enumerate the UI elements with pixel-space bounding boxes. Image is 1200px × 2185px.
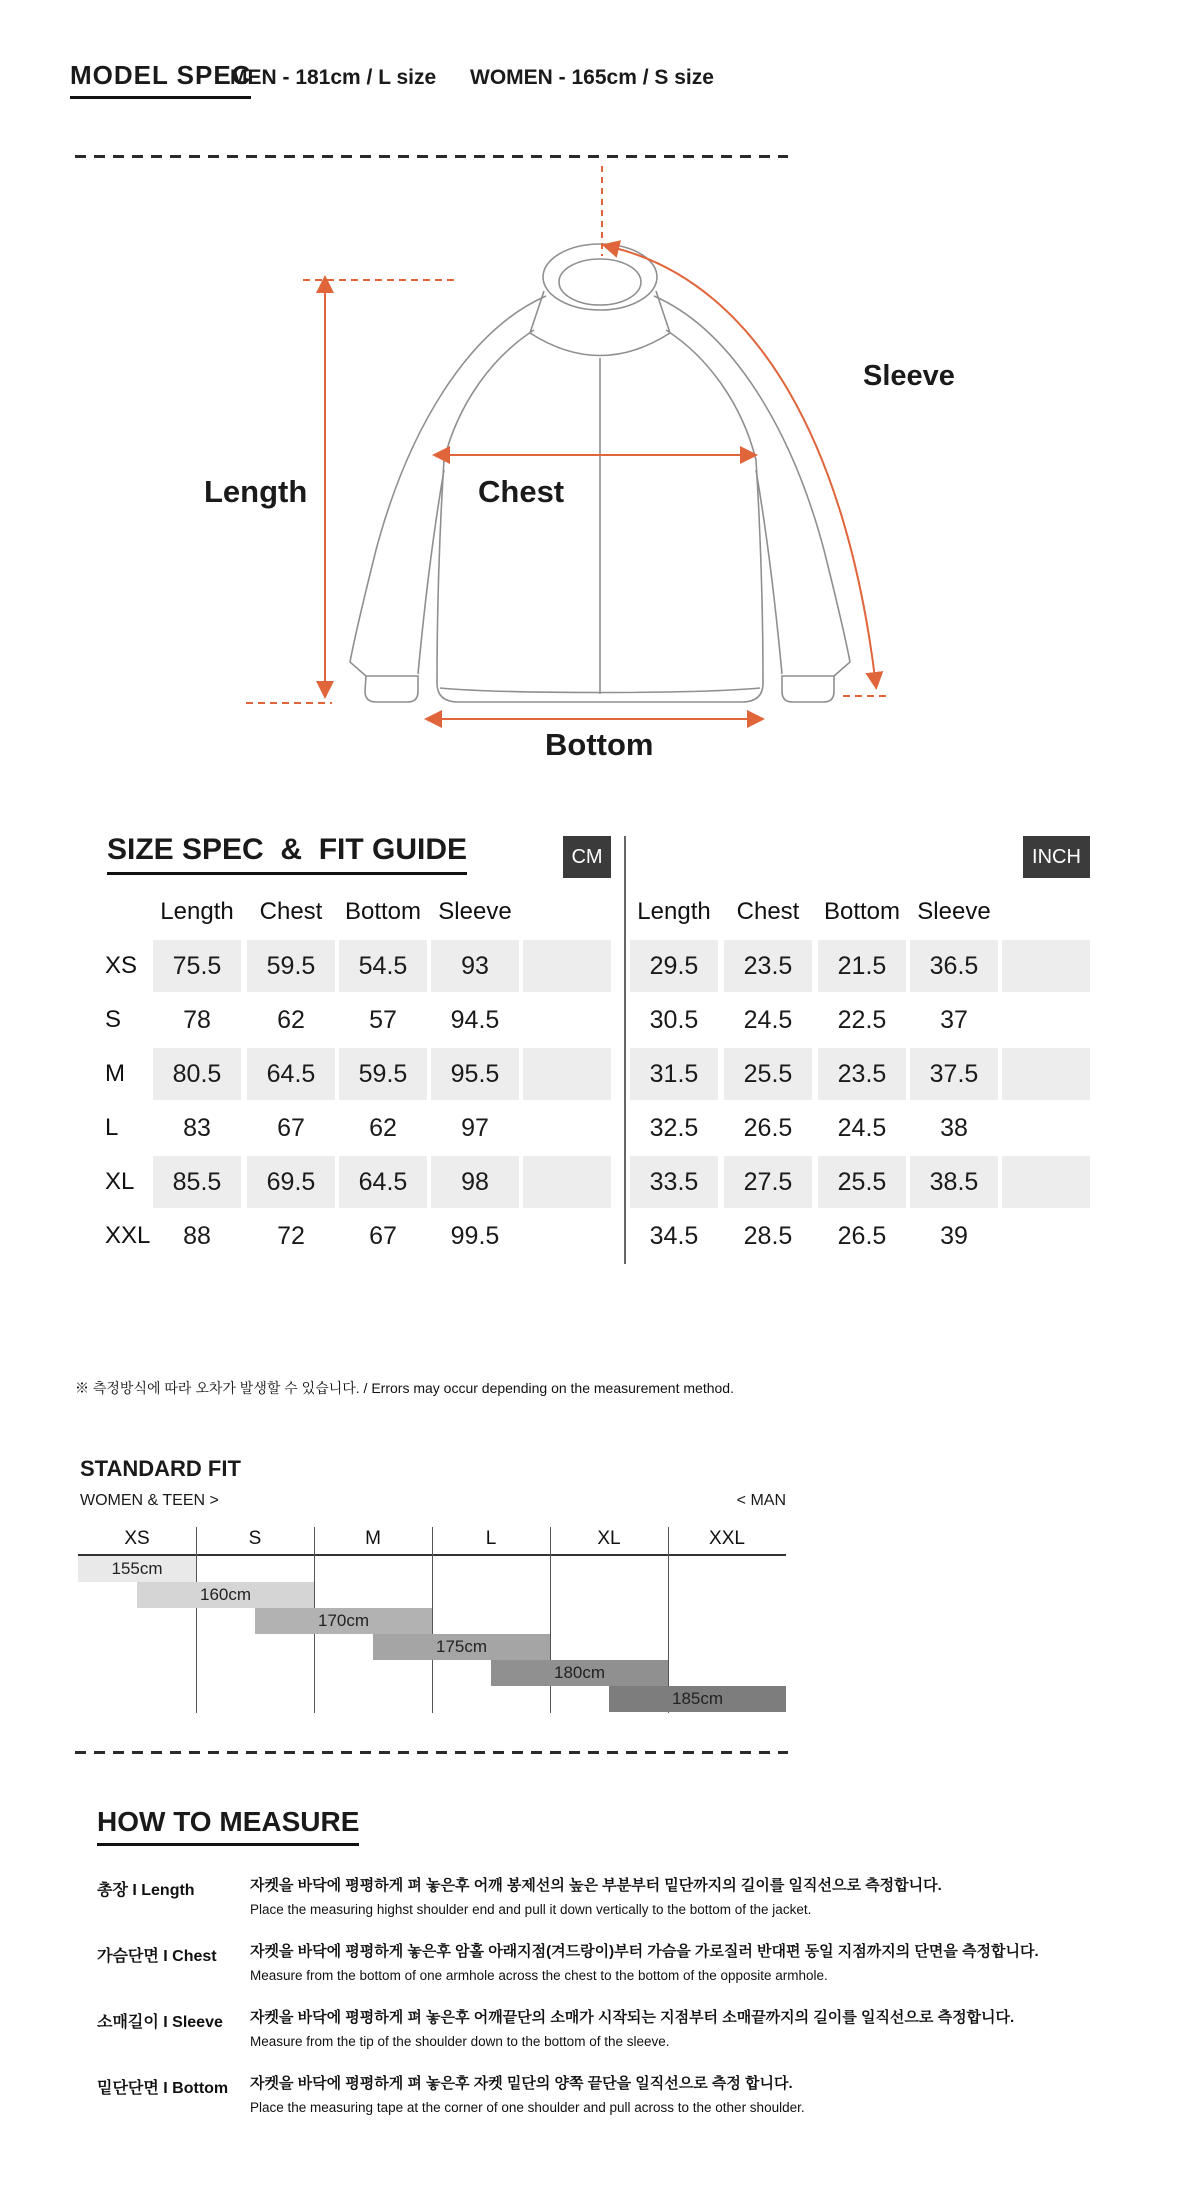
size-spec-title: SIZE SPEC & FIT GUIDE <box>107 833 467 875</box>
fit-height-bar: 175cm <box>373 1634 550 1660</box>
table-row <box>630 1209 1100 1263</box>
size-cell: 67 <box>277 1114 305 1142</box>
size-cell <box>1002 1156 1090 1208</box>
size-cell: 25.5 <box>818 1156 906 1208</box>
fit-height-bar: 185cm <box>609 1686 786 1712</box>
measure-row-korean: 자켓을 바닥에 평평하게 펴 놓은후 자켓 밑단의 양쪽 끝단을 일직선으로 측정 합니다. <box>250 2075 793 2092</box>
size-cell: 38 <box>940 1114 968 1142</box>
measure-row-english: Measure from the tip of the shoulder down to the bottom of the sleeve. <box>250 2034 670 2049</box>
size-row-label: XL <box>105 1168 135 1195</box>
measure-row-english: Measure from the bottom of one armhole across the chest to the bottom of the opposite armhole. <box>250 1968 828 1983</box>
size-cell <box>523 1048 611 1100</box>
size-cell: 21.5 <box>818 940 906 992</box>
measure-row-label: 총장 I Length <box>97 1882 195 1899</box>
size-cell: 25.5 <box>724 1048 812 1100</box>
fit-size-label: XXL <box>709 1528 745 1549</box>
fit-height-bar: 180cm <box>491 1660 668 1686</box>
size-cell: 22.5 <box>837 1006 887 1034</box>
size-cell: 27.5 <box>724 1156 812 1208</box>
fit-size-label: S <box>248 1528 262 1549</box>
size-cell <box>1002 1102 1090 1154</box>
column-header: Length <box>637 898 711 925</box>
size-cell: 67 <box>369 1222 397 1250</box>
model-spec-women: WOMEN - 165cm / S size <box>470 66 714 89</box>
table-row <box>630 1155 1100 1209</box>
size-cell: 23.5 <box>724 940 812 992</box>
measure-row-label: 가슴단면 I Chest <box>97 1948 217 1965</box>
measure-row-korean: 자켓을 바닥에 평평하게 놓은후 암홀 아래지점(겨드랑이)부터 가슴을 가로질러 반대편 동일 지점까지의 단면을 측정합니다. <box>250 1943 1039 1960</box>
size-cell: 83 <box>183 1114 211 1142</box>
size-cell <box>523 1210 611 1262</box>
size-cell: 26.5 <box>837 1222 887 1250</box>
size-row-label: L <box>105 1114 119 1141</box>
size-cell <box>1002 1210 1090 1262</box>
size-cell: 95.5 <box>431 1048 519 1100</box>
column-header: Bottom <box>823 898 901 925</box>
size-cell: 97 <box>461 1114 489 1142</box>
size-cell: 69.5 <box>247 1156 335 1208</box>
size-cell: 24.5 <box>743 1006 793 1034</box>
size-cell: 59.5 <box>339 1048 427 1100</box>
cm-table-headers <box>105 898 625 928</box>
column-header: Bottom <box>344 898 422 925</box>
size-cell: 78 <box>183 1006 211 1034</box>
size-cell <box>523 1156 611 1208</box>
size-cell: 36.5 <box>910 940 998 992</box>
fit-size-label: XS <box>124 1528 150 1549</box>
fit-divider-line <box>432 1527 433 1713</box>
size-cell: 99.5 <box>450 1222 500 1250</box>
measure-row-label: 밑단단면 I Bottom <box>97 2080 229 2097</box>
table-row <box>630 939 1100 993</box>
table-row <box>105 1047 625 1101</box>
size-cell: 75.5 <box>153 940 241 992</box>
size-cell: 98 <box>431 1156 519 1208</box>
table-row <box>630 1101 1100 1155</box>
size-cell <box>523 994 611 1046</box>
size-table-cm <box>105 939 625 1265</box>
column-header: Sleeve <box>438 898 512 925</box>
dashed-divider-bottom <box>75 1751 788 1754</box>
measure-row-korean: 자켓을 바닥에 평평하게 펴 놓은후 어깨끝단의 소매가 시작되는 지점부터 소매끝까지의 길이를 일직선으로 측정합니다. <box>250 2009 1015 2026</box>
size-cell: 32.5 <box>649 1114 699 1142</box>
table-row <box>630 993 1100 1047</box>
measure-row-label: 소매길이 I Sleeve <box>97 2014 223 2031</box>
size-cell: 29.5 <box>630 940 718 992</box>
size-cell: 85.5 <box>153 1156 241 1208</box>
bottom-label: Bottom <box>545 727 654 762</box>
inch-table-headers <box>630 898 1100 928</box>
jacket-outline <box>350 244 850 702</box>
table-row <box>105 1155 625 1209</box>
fit-height-bar: 170cm <box>255 1608 432 1634</box>
column-header: Length <box>160 898 234 925</box>
measure-row-korean: 자켓을 바닥에 평평하게 펴 놓은후 어깨 봉제선의 높은 부분부터 밑단까지의 길이를 일직선으로 측정합니다. <box>250 1877 942 1894</box>
size-cell: 88 <box>183 1222 211 1250</box>
size-cell: 93 <box>431 940 519 992</box>
fit-size-label: XL <box>597 1528 621 1549</box>
chest-label: Chest <box>478 474 565 509</box>
size-cell: 37.5 <box>910 1048 998 1100</box>
table-row <box>105 939 625 993</box>
fit-size-label: L <box>485 1528 497 1549</box>
fit-left-label: WOMEN & TEEN > <box>80 1492 219 1509</box>
size-cell <box>1002 1048 1090 1100</box>
table-row <box>105 993 625 1047</box>
standard-fit-title: STANDARD FIT <box>80 1456 241 1481</box>
size-cell <box>523 1102 611 1154</box>
size-table-inch <box>630 939 1100 1265</box>
size-cell: 38.5 <box>910 1156 998 1208</box>
size-cell: 80.5 <box>153 1048 241 1100</box>
model-spec-men: MEN - 181cm / L size <box>230 66 437 89</box>
size-cell: 62 <box>277 1006 305 1034</box>
column-header: Chest <box>736 898 800 925</box>
table-row <box>105 1209 625 1263</box>
length-label: Length <box>204 474 308 509</box>
size-cell: 39 <box>940 1222 968 1250</box>
size-cell: 59.5 <box>247 940 335 992</box>
measurement-note: ※ 측정방식에 따라 오차가 발생할 수 있습니다. / Errors may occur depending on the measurement method. <box>75 1380 734 1396</box>
how-to-measure-title: HOW TO MEASURE <box>97 1806 359 1846</box>
size-cell: 23.5 <box>818 1048 906 1100</box>
size-cell <box>523 940 611 992</box>
size-cell: 37 <box>940 1006 968 1034</box>
size-row-label: XXL <box>105 1222 151 1249</box>
fit-height-bar: 155cm <box>78 1556 196 1582</box>
page-title: MODEL SPEC <box>70 60 251 99</box>
fit-right-label: < MAN <box>736 1492 786 1509</box>
size-cell: 33.5 <box>630 1156 718 1208</box>
size-row-label: XS <box>105 952 138 979</box>
size-cell: 28.5 <box>743 1222 793 1250</box>
size-cell: 54.5 <box>339 940 427 992</box>
size-cell: 64.5 <box>247 1048 335 1100</box>
column-header: Sleeve <box>917 898 991 925</box>
size-cell <box>1002 994 1090 1046</box>
fit-height-bar: 160cm <box>137 1582 314 1608</box>
size-cell: 24.5 <box>837 1114 887 1142</box>
sleeve-measure-arrow <box>615 248 876 686</box>
size-cell: 57 <box>369 1006 397 1034</box>
size-cell: 26.5 <box>743 1114 793 1142</box>
table-row <box>630 1047 1100 1101</box>
size-cell: 94.5 <box>450 1006 500 1034</box>
size-cell: 30.5 <box>649 1006 699 1034</box>
size-row-label: M <box>105 1060 125 1087</box>
fit-divider-line <box>196 1527 197 1713</box>
size-cell: 34.5 <box>649 1222 699 1250</box>
size-row-label: S <box>105 1006 122 1033</box>
measure-row-english: Place the measuring highst shoulder end and pull it down vertically to the bottom of the jacket. <box>250 1902 812 1917</box>
size-cell: 62 <box>369 1114 397 1142</box>
measure-row-english: Place the measuring tape at the corner of one shoulder and pull across to the other shoulder. <box>250 2100 805 2115</box>
size-cell: 31.5 <box>630 1048 718 1100</box>
size-cell <box>1002 940 1090 992</box>
size-cell: 64.5 <box>339 1156 427 1208</box>
size-cell: 72 <box>277 1222 305 1250</box>
inch-badge: INCH <box>1023 836 1090 878</box>
table-row <box>105 1101 625 1155</box>
fit-size-label: M <box>365 1528 381 1549</box>
sleeve-label: Sleeve <box>863 360 955 392</box>
cm-badge: CM <box>563 836 611 878</box>
column-header: Chest <box>259 898 323 925</box>
